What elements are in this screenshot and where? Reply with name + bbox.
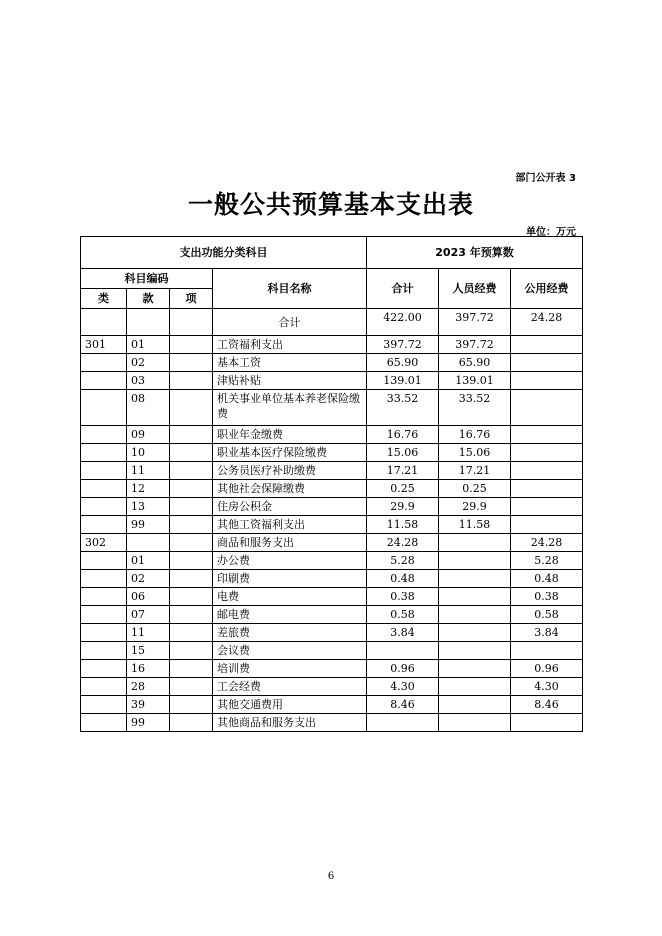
row-name: 商品和服务支出 (213, 534, 367, 552)
row-lei (81, 696, 127, 714)
row-name: 职业基本医疗保险缴费 (213, 444, 367, 462)
header-lei: 类 (81, 289, 127, 309)
row-total (367, 642, 439, 660)
row-public (511, 462, 583, 480)
row-xiang (170, 660, 213, 678)
header-personnel: 人员经费 (439, 269, 511, 309)
row-total: 16.76 (367, 426, 439, 444)
row-name: 会议费 (213, 642, 367, 660)
row-personnel (439, 588, 511, 606)
table-row (81, 498, 583, 516)
header-xiang: 项 (170, 289, 213, 309)
row-xiang (170, 552, 213, 570)
row-xiang (170, 390, 213, 426)
table-row (81, 534, 583, 552)
row-total: 5.28 (367, 552, 439, 570)
row-lei (81, 426, 127, 444)
row-name: 公务员医疗补助缴费 (213, 462, 367, 480)
row-name: 差旅费 (213, 624, 367, 642)
row-personnel (439, 714, 511, 732)
row-kuan: 28 (127, 678, 170, 696)
row-public (511, 714, 583, 732)
row-total: 0.38 (367, 588, 439, 606)
row-public: 3.84 (511, 624, 583, 642)
table-row (81, 516, 583, 534)
table-row (81, 462, 583, 480)
table-row (81, 336, 583, 354)
row-total: 29.9 (367, 498, 439, 516)
table-row (81, 354, 583, 372)
total-row (81, 309, 583, 336)
header-code-group: 科目编码 (81, 269, 213, 289)
row-public: 8.46 (511, 696, 583, 714)
row-xiang (170, 480, 213, 498)
row-kuan (127, 534, 170, 552)
table-row (81, 642, 583, 660)
row-name: 邮电费 (213, 606, 367, 624)
row-total: 17.21 (367, 462, 439, 480)
row-public: 5.28 (511, 552, 583, 570)
row-lei: 302 (81, 534, 127, 552)
row-personnel: 17.21 (439, 462, 511, 480)
row-kuan: 10 (127, 444, 170, 462)
row-total: 15.06 (367, 444, 439, 462)
row-lei (81, 642, 127, 660)
row-public: 24.28 (511, 534, 583, 552)
table-row (81, 714, 583, 732)
row-lei (81, 444, 127, 462)
row-xiang (170, 696, 213, 714)
row-personnel: 15.06 (439, 444, 511, 462)
row-name: 机关事业单位基本养老保险缴费 (213, 390, 367, 426)
table-row (81, 606, 583, 624)
row-personnel (439, 696, 511, 714)
row-public (511, 354, 583, 372)
row-name: 职业年金缴费 (213, 426, 367, 444)
row-public (511, 516, 583, 534)
row-xiang (170, 426, 213, 444)
row-personnel: 16.76 (439, 426, 511, 444)
row-kuan: 02 (127, 570, 170, 588)
row-personnel (439, 642, 511, 660)
row-name: 住房公积金 (213, 498, 367, 516)
row-lei (81, 714, 127, 732)
row-personnel (439, 552, 511, 570)
row-personnel: 29.9 (439, 498, 511, 516)
row-kuan: 99 (127, 714, 170, 732)
row-lei (81, 372, 127, 390)
row-xiang (170, 336, 213, 354)
row-name: 基本工资 (213, 354, 367, 372)
row-kuan: 13 (127, 498, 170, 516)
row-total (367, 714, 439, 732)
table-row (81, 696, 583, 714)
table-row (81, 678, 583, 696)
row-total: 0.96 (367, 660, 439, 678)
row-personnel (439, 660, 511, 678)
row-xiang (170, 444, 213, 462)
row-public (511, 336, 583, 354)
row-total: 33.52 (367, 390, 439, 426)
table-row (81, 390, 583, 426)
table-code-label: 部门公开表 3 (515, 173, 576, 184)
row-kuan: 16 (127, 660, 170, 678)
row-public (511, 390, 583, 426)
row-lei (81, 606, 127, 624)
row-total: 65.90 (367, 354, 439, 372)
row-kuan: 99 (127, 516, 170, 534)
row-lei (81, 462, 127, 480)
row-name: 其他社会保障缴费 (213, 480, 367, 498)
budget-table (80, 236, 583, 732)
row-total: 24.28 (367, 534, 439, 552)
row-personnel: 397.72 (439, 336, 511, 354)
table-row (81, 480, 583, 498)
row-public: 4.30 (511, 678, 583, 696)
header-budget-group: 2023 年预算数 (367, 237, 583, 269)
row-kuan: 09 (127, 426, 170, 444)
row-xiang (170, 588, 213, 606)
row-personnel (439, 570, 511, 588)
row-kuan: 01 (127, 552, 170, 570)
row-total: 8.46 (367, 696, 439, 714)
row-kuan: 06 (127, 588, 170, 606)
row-kuan: 11 (127, 624, 170, 642)
total-row-total: 422.00 (367, 309, 439, 336)
row-public (511, 480, 583, 498)
table-row (81, 372, 583, 390)
row-xiang (170, 462, 213, 480)
total-row-personnel: 397.72 (439, 309, 511, 336)
row-personnel: 0.25 (439, 480, 511, 498)
row-public: 0.48 (511, 570, 583, 588)
row-lei (81, 498, 127, 516)
header-public: 公用经费 (511, 269, 583, 309)
row-name: 培训费 (213, 660, 367, 678)
row-kuan: 02 (127, 354, 170, 372)
row-kuan: 15 (127, 642, 170, 660)
row-name: 印刷费 (213, 570, 367, 588)
row-kuan: 08 (127, 390, 170, 426)
page-title: 一般公共预算基本支出表 (187, 190, 474, 219)
row-lei: 301 (81, 336, 127, 354)
row-total: 0.48 (367, 570, 439, 588)
row-public: 0.58 (511, 606, 583, 624)
row-personnel (439, 606, 511, 624)
row-public: 0.96 (511, 660, 583, 678)
row-personnel (439, 678, 511, 696)
row-lei (81, 390, 127, 426)
row-name: 工会经费 (213, 678, 367, 696)
table-row (81, 552, 583, 570)
row-name: 电费 (213, 588, 367, 606)
header-kuan: 款 (127, 289, 170, 309)
row-personnel: 11.58 (439, 516, 511, 534)
table-row (81, 660, 583, 678)
row-kuan: 01 (127, 336, 170, 354)
row-xiang (170, 606, 213, 624)
row-xiang (170, 516, 213, 534)
row-lei (81, 516, 127, 534)
row-kuan: 11 (127, 462, 170, 480)
row-kuan: 07 (127, 606, 170, 624)
row-personnel: 139.01 (439, 372, 511, 390)
row-total: 139.01 (367, 372, 439, 390)
row-xiang (170, 714, 213, 732)
row-personnel (439, 624, 511, 642)
row-total: 4.30 (367, 678, 439, 696)
row-kuan: 39 (127, 696, 170, 714)
row-personnel: 33.52 (439, 390, 511, 426)
row-name: 办公费 (213, 552, 367, 570)
row-kuan: 03 (127, 372, 170, 390)
row-lei (81, 354, 127, 372)
row-total: 0.25 (367, 480, 439, 498)
row-name: 工资福利支出 (213, 336, 367, 354)
row-personnel: 65.90 (439, 354, 511, 372)
table-row (81, 588, 583, 606)
row-public: 0.38 (511, 588, 583, 606)
table-row (81, 444, 583, 462)
unit-label: 单位：万元 (526, 227, 576, 238)
row-personnel (439, 534, 511, 552)
row-public (511, 372, 583, 390)
row-name: 其他交通费用 (213, 696, 367, 714)
row-name: 津贴补贴 (213, 372, 367, 390)
row-lei (81, 570, 127, 588)
row-total: 3.84 (367, 624, 439, 642)
row-lei (81, 552, 127, 570)
row-lei (81, 624, 127, 642)
row-xiang (170, 498, 213, 516)
row-name: 其他商品和服务支出 (213, 714, 367, 732)
header-name: 科目名称 (213, 269, 367, 309)
row-name: 其他工资福利支出 (213, 516, 367, 534)
row-public (511, 444, 583, 462)
total-row-public: 24.28 (511, 309, 583, 336)
header-total: 合计 (367, 269, 439, 309)
row-total: 397.72 (367, 336, 439, 354)
row-xiang (170, 354, 213, 372)
row-xiang (170, 678, 213, 696)
table-row (81, 570, 583, 588)
row-xiang (170, 570, 213, 588)
table-row (81, 426, 583, 444)
row-lei (81, 588, 127, 606)
row-public (511, 642, 583, 660)
row-lei (81, 678, 127, 696)
row-xiang (170, 624, 213, 642)
row-xiang (170, 372, 213, 390)
row-total: 11.58 (367, 516, 439, 534)
row-total: 0.58 (367, 606, 439, 624)
row-kuan: 12 (127, 480, 170, 498)
page-number: 6 (327, 871, 335, 882)
row-public (511, 426, 583, 444)
total-row-name: 合计 (213, 309, 367, 336)
row-lei (81, 660, 127, 678)
row-xiang (170, 534, 213, 552)
row-lei (81, 480, 127, 498)
header-category-group: 支出功能分类科目 (81, 237, 367, 269)
table-row (81, 624, 583, 642)
row-xiang (170, 642, 213, 660)
row-public (511, 498, 583, 516)
